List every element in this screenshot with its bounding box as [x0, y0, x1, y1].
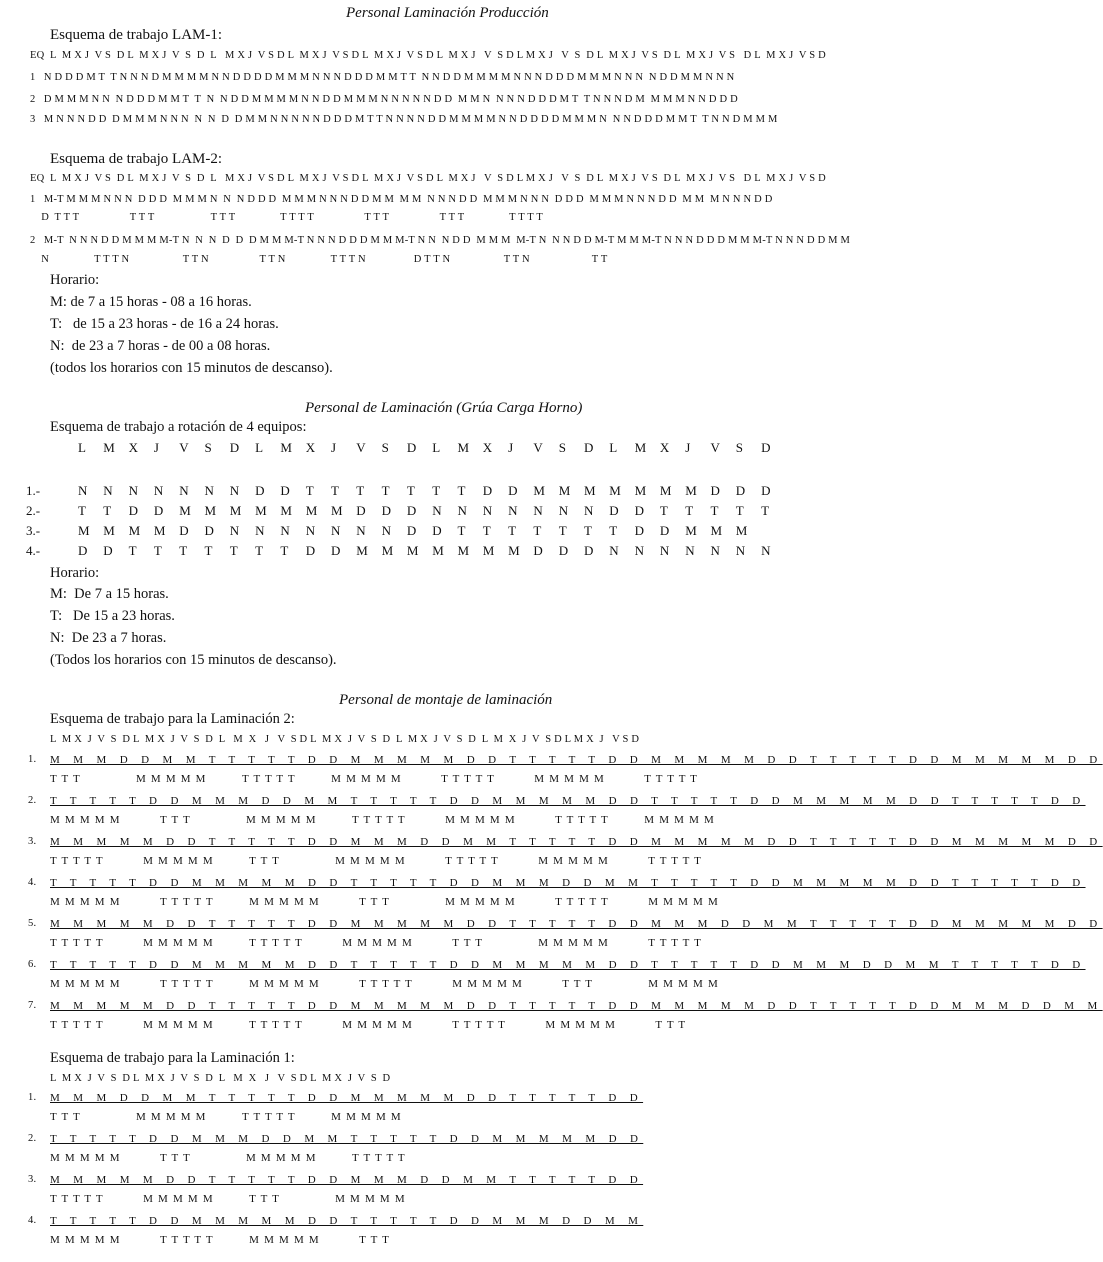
montaje-row-shifts: M M M M M D D T T T T T D D M M M M M D D T T T T T D D M M M D D M M T T T T T D D M M M M M D D: [50, 918, 1103, 930]
lam2-row-2b: N T T T N T T N T T N T T T N D T T N T T N T T: [30, 254, 608, 265]
grua-shift-cell: T: [153, 543, 162, 558]
grua-shift-cell: M: [204, 503, 217, 518]
grua-shift-cell: T: [685, 503, 694, 518]
montaje-row-number: 2.: [28, 1133, 37, 1144]
grua-shift-cell: M: [255, 503, 267, 518]
grua-shift-cell: N: [381, 523, 391, 538]
montaje-row-number: 1.: [28, 754, 37, 765]
montaje-row-shifts: M M M M M D D T T T T T D D M M M D D M M T T T T T D D M M M M M D D T T T T T D D M M M M M D D: [50, 836, 1103, 848]
grua-shift-cell: N: [204, 483, 214, 498]
grua-shift-cell: T: [432, 483, 441, 498]
grua-shift-cell: D: [558, 543, 569, 558]
grua-shift-cell: N: [78, 483, 88, 498]
horario1-note: (todos los horarios con 15 minutos de descanso).: [50, 360, 333, 376]
grua-shift-cell: T: [356, 483, 365, 498]
lam1-montaje-day-header: L M X J V S D L M X J V S D L M X J V S D L M X J V S D: [50, 1073, 391, 1084]
grua-day-header: J: [685, 440, 691, 455]
horario2-line: T: De 15 a 23 horas.: [50, 608, 175, 624]
grua-shift-cell: T: [457, 483, 466, 498]
grua-shift-cell: M: [331, 503, 343, 518]
grua-shift-cell: M: [457, 543, 470, 558]
grua-shift-cell: D: [533, 543, 543, 558]
grua-shift-cell: T: [735, 503, 744, 518]
grua-shift-cell: D: [153, 503, 164, 518]
grua-shift-cell: M: [179, 503, 191, 518]
lam1-montaje-heading: Esquema de trabajo para la Laminación 1:: [50, 1050, 295, 1066]
grua-shift-cell: M: [78, 523, 90, 538]
grua-day-header: J: [153, 440, 159, 455]
grua-shift-cell: M: [482, 543, 495, 558]
montaje-row-shifts: T T T T T D D M M M M M D D T T T T T D D M M M D D M M: [50, 1215, 644, 1227]
grua-day-header: M: [634, 440, 647, 455]
grua-shift-cell: N: [103, 483, 113, 498]
horario2-note: (Todos los horarios con 15 minutos de descanso).: [50, 652, 337, 668]
grua-shift-cell: M: [381, 543, 394, 558]
grua-shift-cell: T: [255, 543, 264, 558]
montaje-row-number: 4.: [28, 1215, 37, 1226]
montaje-row-number: 7.: [28, 1000, 37, 1011]
grua-shift-cell: M: [280, 503, 292, 518]
grua-shift-cell: T: [229, 543, 238, 558]
horario2-line: N: De 23 a 7 horas.: [50, 630, 167, 646]
grua-shift-cell: N: [735, 543, 746, 558]
grua-day-header: V: [356, 440, 366, 455]
grua-shift-cell: N: [634, 543, 644, 558]
montaje-row-subshifts: T T T T T M M M M M T T T T T M M M M M T T T M M M M M T T T T T: [50, 937, 703, 949]
lam2-row-eq: EQ L M X J V S D L M X J V S D L M X J V S D L M X J V S D L M X J V S D L M X J V S D L M X J V S D L M X J V S D L M X J V S D L M X J V S D: [30, 173, 826, 184]
grua-shift-cell: D: [634, 523, 644, 538]
grua-shift-cell: T: [280, 543, 289, 558]
grua-day-header: L: [609, 440, 618, 455]
lam2-row-1b: D T T T T T T T T T T T T T T T T T T T T T T T: [30, 212, 543, 223]
grua-day-header: V: [710, 440, 720, 455]
grua-shift-cell: T: [508, 523, 517, 538]
grua-shift-cell: N: [305, 523, 316, 538]
grua-heading: Esquema de trabajo a rotación de 4 equipos:: [50, 419, 307, 435]
montaje-row-shifts: M M M D D M M T T T T T D D M M M M M D D T T T T T D D M M M M M D D T T T T T D D M M M M M D D: [50, 754, 1103, 766]
lam2-row-1: 1 M-T M M M N N N D D D M M M N N N D D D M M M N N N D D M M M M N N N D D M M M N N N D D D M M M N N N D D M M M N N N D D: [30, 194, 773, 205]
grua-team-label: 2.-: [26, 503, 41, 518]
grua-shift-cell: M: [685, 523, 697, 538]
grua-shift-cell: D: [381, 503, 391, 518]
grua-shift-cell: T: [204, 543, 213, 558]
montaje-row-number: 6.: [28, 959, 37, 970]
grua-shift-cell: T: [381, 483, 390, 498]
grua-shift-cell: D: [609, 503, 619, 518]
grua-shift-cell: T: [406, 483, 415, 498]
horario2-label: Horario:: [50, 565, 100, 581]
grua-shift-cell: T: [305, 483, 314, 498]
grua-shift-cell: D: [584, 543, 594, 558]
montaje-row-shifts: T T T T T D D M M M D D M M T T T T T D D M M M M M D D T T T T T D D M M M M M D D T T T T T D D: [50, 795, 1086, 807]
montaje-row-subshifts: M M M M M T T T M M M M M T T T T T: [50, 1152, 406, 1164]
grua-day-header: D: [406, 440, 417, 455]
grua-shift-cell: M: [406, 543, 419, 558]
grua-shift-cell: M: [508, 543, 520, 558]
grua-day-header: S: [204, 440, 212, 455]
section-title-lam-prod: Personal Laminación Producción: [346, 5, 549, 21]
grua-shift-cell: T: [78, 503, 86, 518]
grua-shift-cell: D: [305, 543, 316, 558]
grua-shift-cell: N: [255, 523, 265, 538]
grua-day-header: S: [735, 440, 744, 455]
lam1-heading: Esquema de trabajo LAM-1:: [50, 27, 223, 43]
lam2-montaje-heading: Esquema de trabajo para la Laminación 2:: [50, 711, 295, 727]
grua-shift-cell: T: [103, 503, 112, 518]
montaje-row-subshifts: T T T T T M M M M M T T T M M M M M: [50, 1193, 406, 1205]
grua-shift-cell: T: [179, 543, 188, 558]
horario1-label: Horario:: [50, 272, 100, 288]
grua-shift-cell: T: [128, 543, 137, 558]
grua-day-header: L: [255, 440, 264, 455]
grua-shift-cell: T: [710, 503, 719, 518]
lam1-row-3: 3 M N N N D D D M M M N N N N N D D M M N N N N N D D D M T T N N N N D D M M M M N N D D D D M M M N N N D D D M M T T N N D M M M: [30, 114, 778, 125]
grua-day-header: M: [457, 440, 470, 455]
grua-shift-cell: M: [432, 543, 444, 558]
grua-shift-cell: M: [735, 523, 748, 538]
grua-shift-cell: M: [533, 483, 545, 498]
montaje-row-shifts: T T T T T D D M M M M M D D T T T T T D D M M M M M D D T T T T T D D M M M D D M M T T T T T D D: [50, 959, 1086, 971]
grua-team-label: 1.-: [26, 483, 41, 498]
grua-shift-cell: N: [761, 543, 771, 558]
montaje-row-subshifts: M M M M M T T T T T M M M M M T T T M M M M M T T T T T M M M M M: [50, 896, 719, 908]
grua-shift-cell: T: [482, 523, 491, 538]
grua-shift-cell: M: [558, 483, 571, 498]
grua-shift-cell: N: [533, 503, 543, 518]
montaje-row-shifts: T T T T T D D M M M M M D D T T T T T D D M M M D D M M T T T T T D D M M M M M D D T T T T T D D: [50, 877, 1086, 889]
montaje-row-shifts: M M M M M D D T T T T T D D M M M M M D D T T T T T D D M M M M M D D T T T T T D D M M M D D M M: [50, 1000, 1103, 1012]
grua-day-header: S: [381, 440, 389, 455]
montaje-row-number: 1.: [28, 1092, 37, 1103]
grua-shift-cell: N: [128, 483, 138, 498]
grua-day-header: D: [229, 440, 240, 455]
montaje-row-subshifts: M M M M M T T T T T M M M M M T T T T T M M M M M T T T M M M M M: [50, 978, 719, 990]
montaje-row-number: 2.: [28, 795, 37, 806]
grua-day-header: M: [280, 440, 292, 455]
grua-shift-cell: N: [584, 503, 594, 518]
grua-day-header: V: [533, 440, 543, 455]
montaje-row-shifts: T T T T T D D M M M D D M M T T T T T D D M M M M M D D: [50, 1133, 644, 1145]
grua-day-header: L: [432, 440, 441, 455]
grua-shift-cell: M: [103, 523, 115, 538]
montaje-row-number: 3.: [28, 836, 37, 847]
grua-shift-cell: M: [305, 503, 318, 518]
lam2-heading: Esquema de trabajo LAM-2:: [50, 151, 223, 167]
grua-shift-cell: M: [229, 503, 242, 518]
grua-shift-cell: T: [761, 503, 770, 518]
grua-shift-cell: D: [255, 483, 265, 498]
grua-shift-cell: M: [584, 483, 596, 498]
grua-shift-cell: D: [280, 483, 290, 498]
grua-shift-cell: D: [128, 503, 138, 518]
section-title-grua: Personal de Laminación (Grúa Carga Horno): [305, 400, 583, 416]
grua-shift-cell: T: [558, 523, 567, 538]
grua-shift-cell: D: [634, 503, 644, 518]
grua-day-header: X: [482, 440, 493, 455]
montaje-row-number: 3.: [28, 1174, 37, 1185]
grua-shift-cell: D: [356, 503, 366, 518]
grua-shift-cell: T: [609, 523, 618, 538]
grua-shift-cell: T: [584, 523, 592, 538]
grua-shift-cell: N: [457, 503, 467, 518]
grua-shift-cell: M: [609, 483, 621, 498]
grua-shift-cell: M: [710, 523, 723, 538]
montaje-row-number: 5.: [28, 918, 37, 929]
grua-shift-cell: N: [482, 503, 493, 518]
grua-shift-cell: D: [659, 523, 670, 538]
grua-shift-cell: N: [508, 503, 518, 518]
grua-day-header: X: [305, 440, 316, 455]
montaje-row-shifts: M M M D D M M T T T T T D D M M M M M D D T T T T T D D: [50, 1092, 644, 1104]
grua-shift-cell: N: [685, 543, 695, 558]
grua-shift-cell: D: [761, 483, 771, 498]
grua-shift-cell: N: [280, 523, 290, 538]
grua-shift-cell: D: [482, 483, 493, 498]
grua-day-header: M: [103, 440, 115, 455]
grua-shift-cell: M: [659, 483, 672, 498]
grua-shift-cell: N: [331, 523, 341, 538]
lam2-row-2: 2 M-T N N N D D M M M M-T N N N D D D M M M-T N N N D D D M M M-T N N N D D M M M M-T N N N D D M-T M M M-T N N N D D D M M M-T N N N D D M M: [30, 235, 851, 246]
grua-team-label: 4.-: [26, 543, 41, 558]
section-title-montaje: Personal de montaje de laminación: [339, 692, 553, 708]
grua-shift-cell: D: [432, 523, 442, 538]
grua-day-header: S: [558, 440, 566, 455]
grua-shift-cell: D: [508, 483, 518, 498]
grua-shift-cell: N: [153, 483, 164, 498]
grua-shift-cell: M: [685, 483, 697, 498]
grua-shift-cell: N: [710, 543, 720, 558]
grua-day-header: J: [331, 440, 337, 455]
grua-day-header: D: [584, 440, 594, 455]
grua-shift-cell: D: [406, 503, 417, 518]
montaje-row-number: 4.: [28, 877, 37, 888]
grua-day-header: V: [179, 440, 189, 455]
grua-shift-cell: T: [457, 523, 466, 538]
grua-shift-cell: M: [128, 523, 141, 538]
grua-shift-cell: M: [356, 543, 368, 558]
grua-shift-cell: D: [103, 543, 113, 558]
montaje-row-subshifts: M M M M M T T T T T M M M M M T T T: [50, 1234, 391, 1246]
grua-shift-cell: D: [406, 523, 417, 538]
grua-shift-cell: T: [331, 483, 339, 498]
grua-day-header: L: [78, 440, 86, 455]
grua-day-header: D: [761, 440, 771, 455]
montaje-row-shifts: M M M M M D D T T T T T D D M M M D D M M T T T T T D D: [50, 1174, 644, 1186]
grua-shift-cell: D: [179, 523, 189, 538]
grua-shift-cell: N: [558, 503, 569, 518]
lam1-row-eq: EQ L M X J V S D L M X J V S D L M X J V S D L M X J V S D L M X J V S D L M X J V S D L M X J V S D L M X J V S D L M X J V S D L M X J V S D: [30, 50, 826, 61]
horario1-line: T: de 15 a 23 horas - de 16 a 24 horas.: [50, 316, 279, 332]
montaje-row-subshifts: T T T T T M M M M M T T T T T M M M M M T T T T T M M M M M T T T: [50, 1019, 687, 1031]
grua-shift-cell: N: [432, 503, 442, 518]
grua-shift-cell: N: [229, 523, 240, 538]
montaje-row-subshifts: M M M M M T T T M M M M M T T T T T M M M M M T T T T T M M M M M: [50, 814, 715, 826]
lam2-montaje-day-header: L M X J V S D L M X J V S D L M X J V S D L M X J V S D L M X J V S D L M X J V S D L M X J V S D: [50, 734, 640, 745]
horario1-line: N: de 23 a 7 horas - de 00 a 08 horas.: [50, 338, 271, 354]
grua-shift-cell: M: [634, 483, 647, 498]
montaje-row-subshifts: T T T M M M M M T T T T T M M M M M T T T T T M M M M M T T T T T: [50, 773, 699, 785]
grua-shift-cell: D: [78, 543, 88, 558]
grua-day-header: X: [128, 440, 138, 455]
lam1-row-1: 1 N D D D M T T N N N D M M M M N N D D D D M M M N N N D D D M M T T N N D D M M M M N N N D D D M M M N N N N D D M M N N N: [30, 72, 735, 83]
horario2-line: M: De 7 a 15 horas.: [50, 586, 169, 602]
grua-shift-cell: T: [533, 523, 542, 538]
grua-shift-cell: N: [356, 523, 366, 538]
lam1-row-2: 2 D M M M N N N D D D M M T T N N D D M M M M N N D D M M M N N N N N D D M M N N N N D D D M T T N N N D M M M M N N D D D: [30, 94, 738, 105]
grua-day-header: X: [659, 440, 670, 455]
grua-shift-cell: D: [204, 523, 214, 538]
grua-shift-cell: N: [229, 483, 240, 498]
grua-shift-cell: D: [735, 483, 746, 498]
grua-shift-cell: D: [710, 483, 720, 498]
grua-shift-cell: N: [609, 543, 619, 558]
grua-shift-cell: D: [331, 543, 341, 558]
grua-shift-cell: N: [659, 543, 670, 558]
grua-team-label: 3.-: [26, 523, 41, 538]
montaje-row-subshifts: T T T M M M M M T T T T T M M M M M: [50, 1111, 402, 1123]
montaje-row-subshifts: T T T T T M M M M M T T T M M M M M T T T T T M M M M M T T T T T: [50, 855, 703, 867]
horario1-line: M: de 7 a 15 horas - 08 a 16 horas.: [50, 294, 252, 310]
grua-shift-cell: M: [153, 523, 166, 538]
grua-day-header: J: [508, 440, 514, 455]
grua-shift-cell: N: [179, 483, 189, 498]
grua-shift-cell: T: [659, 503, 668, 518]
